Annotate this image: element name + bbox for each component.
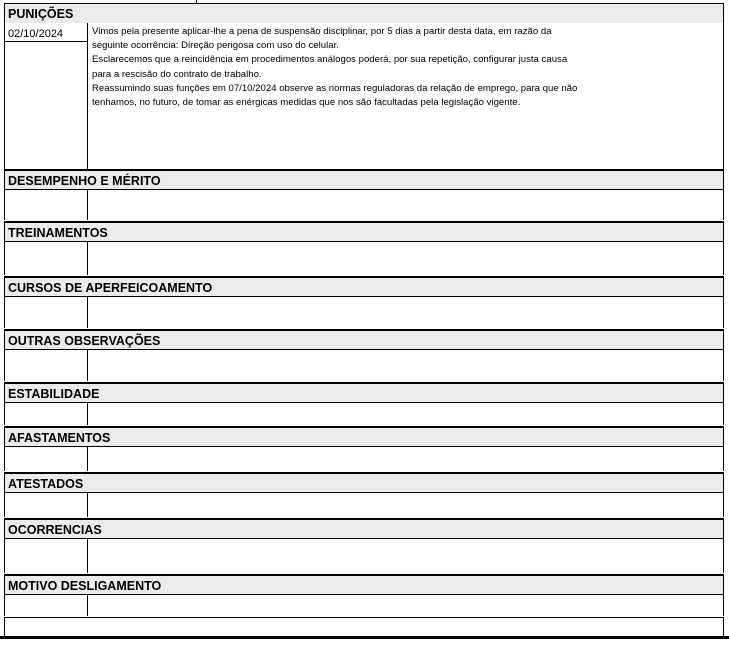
section-row [4, 446, 724, 471]
date-cell [5, 539, 88, 573]
punicao-line: para a rescisão do contrato de trabalho. [92, 68, 262, 80]
section-title: CURSOS DE APERFEICOAMENTO [8, 281, 213, 295]
punicao-line: tenhamos, no futuro, de tomar as enérgicas medidas que nos são facultadas pela legislação vigente. [92, 97, 521, 109]
section-header [4, 472, 724, 492]
section-header-punicoes [4, 3, 724, 23]
section-row [4, 594, 724, 616]
section-row [4, 492, 724, 517]
section-row [4, 296, 724, 328]
punicao-text [92, 25, 662, 110]
section-row [4, 189, 724, 220]
section-header [4, 221, 724, 241]
punicao-date: 02/10/2024 [8, 28, 64, 40]
section-header [4, 574, 724, 594]
section-title: DESEMPENHO E MÉRITO [8, 174, 161, 188]
trailing-row [4, 617, 724, 637]
section-row [4, 241, 724, 275]
date-cell [5, 493, 88, 517]
date-cell [5, 297, 88, 328]
punicao-line: Vimos pela presente aplicar-lhe a pena de suspensão disciplinar, por 5 dias a partir desta data, em razão da [92, 26, 552, 37]
date-cell [5, 447, 88, 471]
section-title: OUTRAS OBSERVAÇÕES [8, 334, 161, 348]
section-title: MOTIVO DESLIGAMENTO [8, 579, 162, 593]
date-cell [5, 595, 88, 616]
punicao-line: seguinte ocorrência: Direção perigosa com uso do celular. [92, 40, 339, 52]
section-header [4, 382, 724, 402]
punicao-line: Reassumindo suas funções em 07/10/2024 observe as normas reguladoras da relação de emprego, para que não [92, 82, 578, 94]
date-cell [5, 23, 88, 169]
section-row [4, 402, 724, 425]
section-title: AFASTAMENTOS [8, 431, 111, 445]
section-header [4, 329, 724, 349]
section-title: OCORRENCIAS [8, 523, 102, 537]
date-cell [5, 350, 88, 381]
punicao-line: Esclarecemos que a reincidência em procedimentos análogos poderá, por sua repetição, configurar justa causa [92, 54, 568, 66]
date-underline [5, 41, 87, 42]
section-header [4, 169, 724, 189]
section-title: TREINAMENTOS [8, 226, 108, 240]
section-row [4, 538, 724, 573]
punicoes-row [4, 23, 724, 169]
section-title: PUNIÇÕES [8, 7, 74, 21]
date-cell [5, 190, 88, 220]
section-header [4, 426, 724, 446]
date-cell [5, 403, 88, 425]
section-title: ATESTADOS [8, 477, 84, 491]
section-row [4, 349, 724, 381]
date-cell [5, 242, 88, 275]
section-title: ESTABILIDADE [8, 387, 100, 401]
section-header [4, 518, 724, 538]
page-bottom-border [0, 636, 729, 639]
section-header [4, 276, 724, 296]
